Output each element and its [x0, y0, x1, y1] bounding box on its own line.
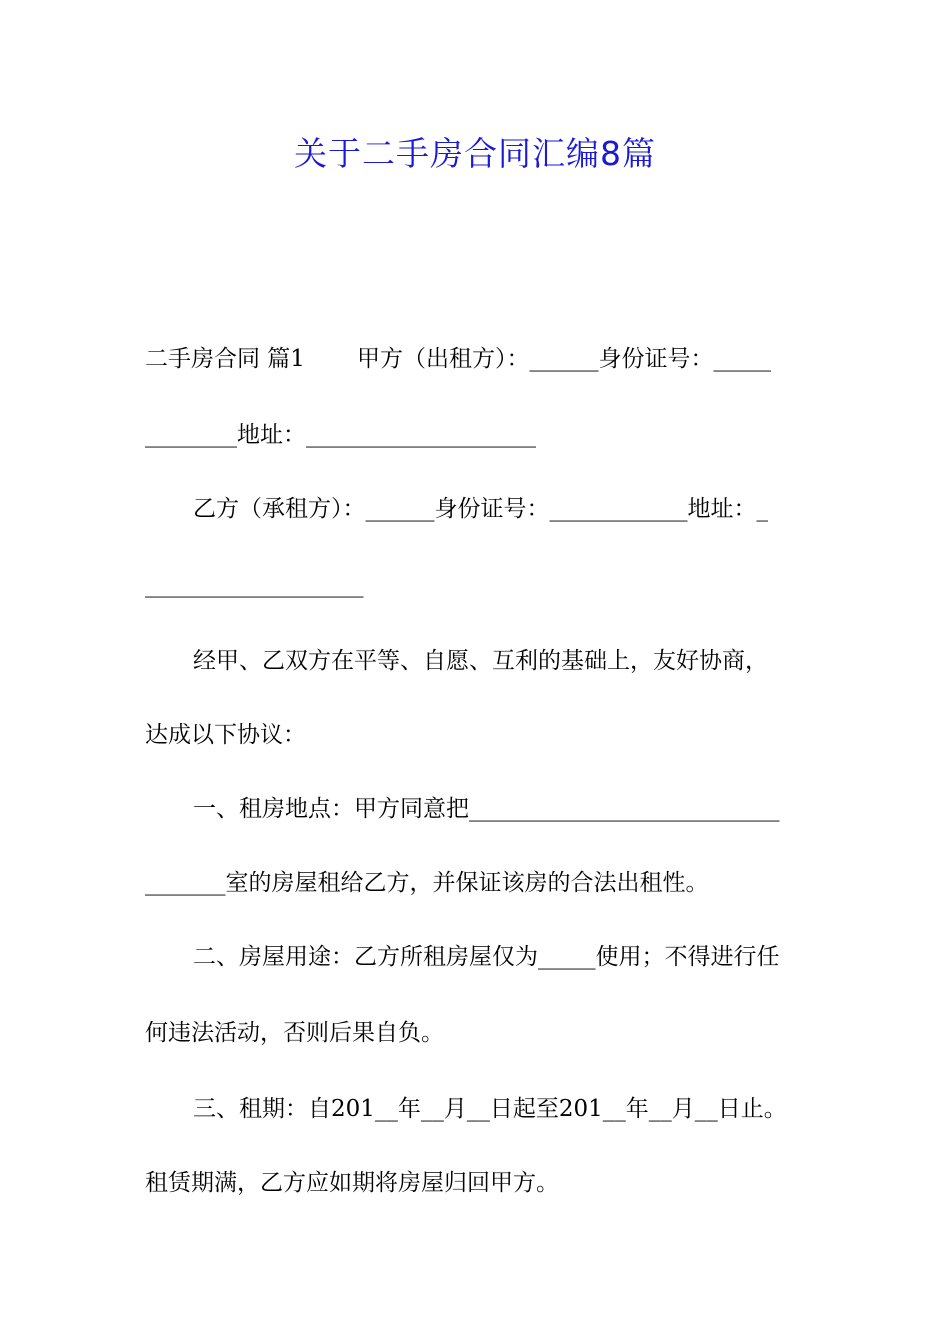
clause-3-line-2: 租赁期满，乙方应如期将房屋归回甲方。: [145, 1170, 559, 1196]
contract-heading: 二手房合同 篇1: [145, 346, 305, 372]
contract-line-2: ________地址：____________________: [145, 422, 536, 448]
contract-line-3: 乙方（承租方）：______身份证号：____________地址：_: [193, 496, 768, 522]
clause-1-line-1: 一、租房地点：甲方同意把___________________________: [193, 796, 780, 822]
clause-2-line-1: 二、房屋用途：乙方所租房屋仅为_____使用；不得进行任: [193, 944, 780, 970]
contract-paragraph-intro: 经甲、乙双方在平等、自愿、互利的基础上，友好协商，: [193, 648, 768, 674]
contract-line-4: ___________________: [145, 572, 364, 598]
contract-paragraph-intro-cont: 达成以下协议：: [145, 722, 306, 748]
document-title: 关于二手房合同汇编8篇: [294, 134, 656, 173]
clause-3-line-1: 三、租期：自201__年__月__日起至201__年__月__日止。: [193, 1096, 787, 1122]
clause-1-line-2: _______室的房屋租给乙方，并保证该房的合法出租性。: [145, 870, 709, 896]
clause-2-line-2: 何违法活动，否则后果自负。: [145, 1020, 444, 1046]
contract-line-1: [145, 344, 807, 374]
party-a-info: 甲方（出租方）：______身份证号：_____: [356, 346, 771, 372]
